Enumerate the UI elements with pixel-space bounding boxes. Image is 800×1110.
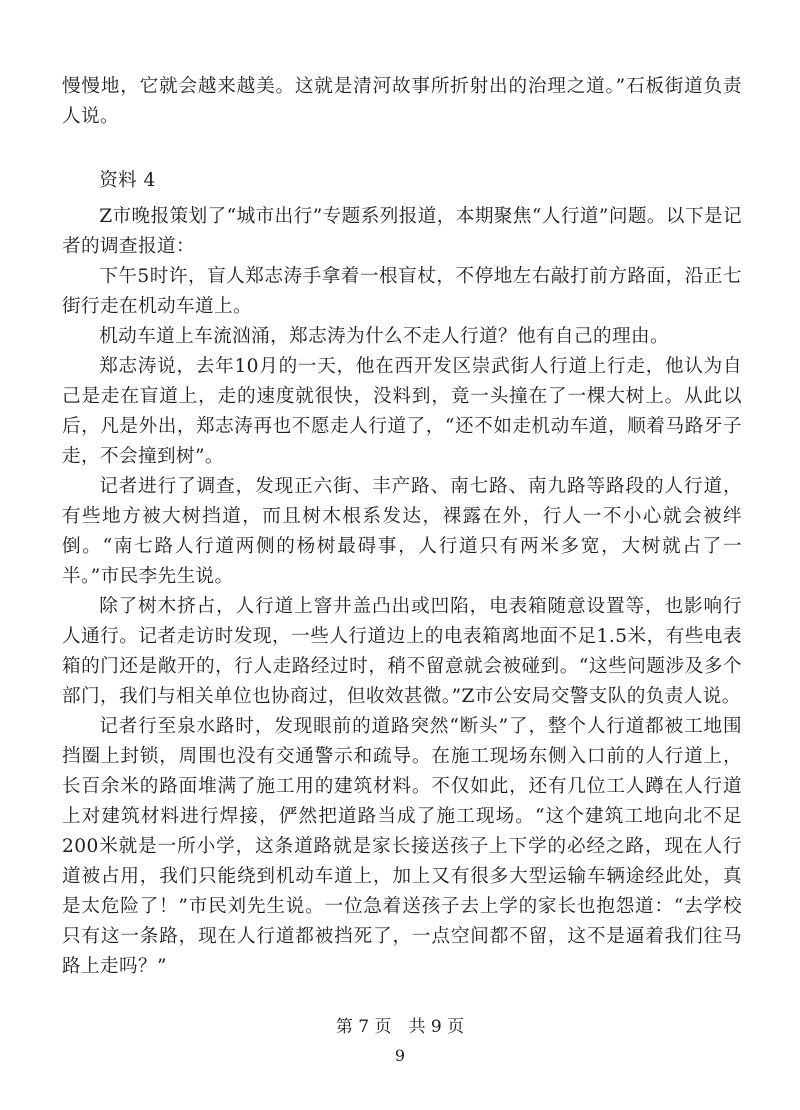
paragraph-tree-survey: 记者进行了调查，发现正六街、丰产路、南七路、南九路等路段的人行道，有些地方被大树挡道，而且树木根系发达，裸露在外，行人一不小心就会被绊倒。“南七路人行道两侧的杨树最碍事，人行道只有两米多宽，大树就占了一半。”市民李先生说。	[62, 476, 742, 587]
document-body	[62, 72, 742, 982]
paragraph-zheng-story: 郑志涛说，去年10月的一天，他在西开发区崇武街人行道上行走，他认为自己是走在盲道上，走的速度就很快，没料到，竟一头撞在了一棵大树上。从此以后，凡是外出，郑志涛再也不愿走人行道了，“还不如走机动车道，顺着马路牙子走，不会撞到树”。	[62, 356, 742, 467]
page-indicator: 第 7 页 共 9 页	[335, 1017, 465, 1037]
page-number: 9	[394, 1046, 406, 1065]
section-heading: 资料 4	[99, 170, 156, 191]
paragraph-blind-man: 下午5时许，盲人郑志涛手拿着一根盲杖，不停地左右敲打前方路面，沿正七街行走在机动车道上。	[62, 266, 742, 317]
paragraph-obstacles: 除了树木挤占，人行道上窨井盖凸出或凹陷，电表箱随意设置等，也影响行人通行。记者走访时发现，一些人行道边上的电表箱离地面不足1.5米，有些电表箱的门还是敞开的，行人走路经过时，稍不留意就会被碰到。“这些问题涉及多个部门，我们与相关单位也协商过，但收效甚微。”Z市公安局交警支队的负责人说。	[62, 596, 742, 707]
paragraph-question: 机动车道上车流汹涌，郑志涛为什么不走人行道？他有自己的理由。	[99, 326, 670, 347]
paragraph-intro: Z市晚报策划了“城市出行”专题系列报道，本期聚焦“人行道”问题。以下是记者的调查报道：	[62, 206, 742, 257]
opening-paragraph: 慢慢地，它就会越来越美。这就是清河故事所折射出的治理之道。”石板街道负责人说。	[62, 76, 742, 127]
paragraph-construction: 记者行至泉水路时，发现眼前的道路突然“断头”了，整个人行道都被工地围挡圈上封锁，周围也没有交通警示和疏导。在施工现场东侧入口前的人行道上，长百余米的路面堆满了施工用的建筑材料。不仅如此，还有几位工人蹲在人行道上对建筑材料进行焊接，俨然把道路当成了施工现场。“这个建筑工地向北不足200米就是一所小学，这条道路就是家长接送孩子上下学的必经之路，现在人行道被占用，我们只能绕到机动车道上，加上又有很多大型运输车辆途经此处，真是太危险了！”市民刘先生说。一位急着送孩子去上学的家长也抱怨道：“去学校只有这一条路，现在人行道都被挡死了，一点空间都不留，这不是逼着我们往马路上走吗？”	[62, 716, 742, 977]
